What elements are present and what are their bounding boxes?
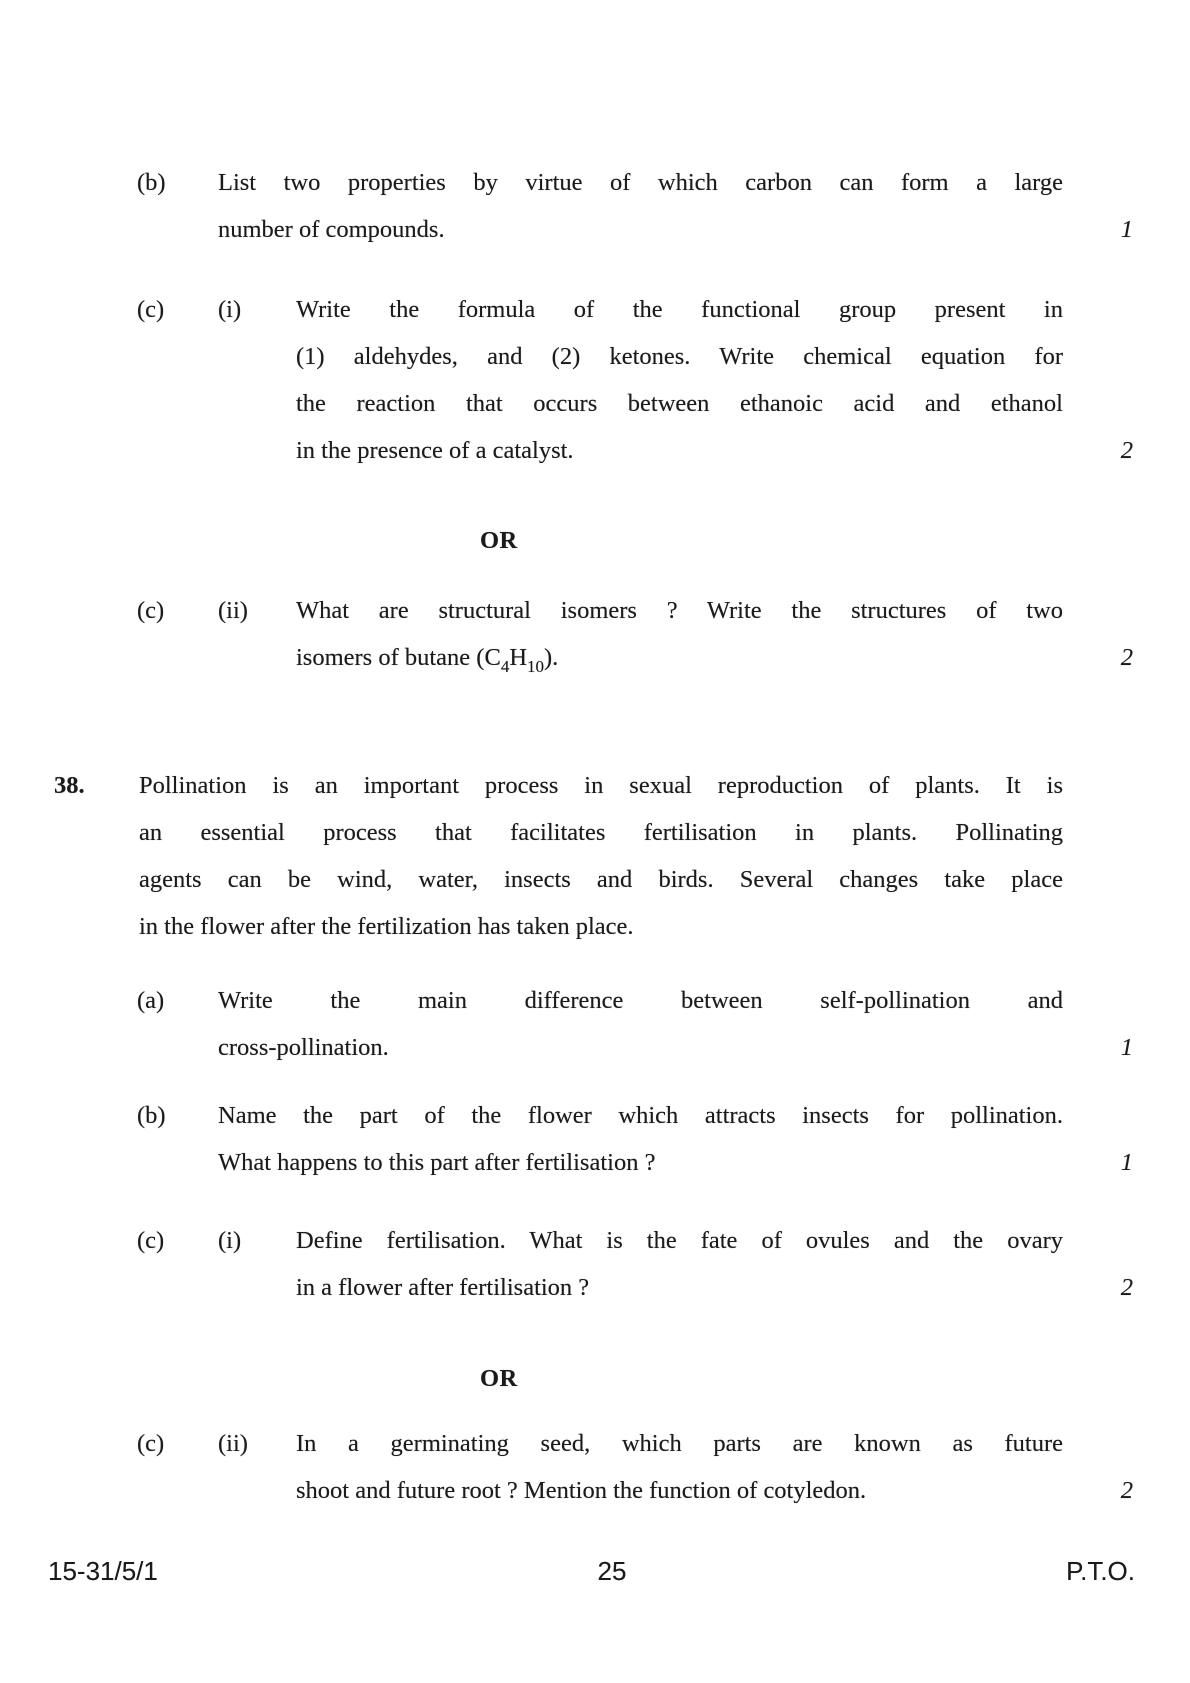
question-38c-i-text — [296, 1217, 1063, 1311]
text-line: Define fertilisation. What is the fate of ovules and the ovary — [296, 1227, 1063, 1254]
subpart-label-ii: (ii) — [218, 1430, 248, 1457]
marks-value: 2 — [1120, 644, 1133, 671]
marks-value: 2 — [1120, 437, 1133, 464]
question-number: 38. — [54, 772, 85, 799]
question-37c-i-text — [296, 286, 1063, 474]
text-line: What happens to this part after fertilisation ? — [218, 1149, 656, 1176]
question-37c-ii-row — [137, 587, 1133, 681]
formula-subscript-4: 4 — [500, 657, 510, 676]
part-label-b: (b) — [137, 169, 166, 196]
text-line: Write the main difference between self-pollination and — [218, 987, 1063, 1014]
part-label-c: (c) — [137, 1227, 165, 1254]
part-label-a: (a) — [137, 987, 165, 1014]
marks-value: 1 — [1120, 216, 1133, 243]
text-line: In a germinating seed, which parts are known as future — [296, 1430, 1063, 1457]
part-label-b: (b) — [137, 1102, 166, 1129]
or-divider: OR — [480, 1365, 518, 1392]
question-37b-row — [137, 159, 1133, 253]
subpart-label-i: (i) — [218, 296, 242, 323]
text-line: Name the part of the flower which attracts insects for pollination. — [218, 1102, 1063, 1129]
question-38-intro-row — [54, 762, 1133, 950]
marks-value: 2 — [1120, 1274, 1133, 1301]
paper-code: 15-31/5/1 — [48, 1556, 158, 1586]
text-line: in the presence of a catalyst. — [296, 437, 574, 464]
text-line: an essential process that facilitates fertilisation in plants. Pollinating — [139, 819, 1063, 846]
formula-subscript-10: 10 — [527, 657, 545, 676]
question-37b-text — [218, 159, 1063, 253]
part-label-c: (c) — [137, 296, 165, 323]
text-line: Pollination is an important process in sexual reproduction of plants. It is — [139, 772, 1063, 799]
text-line: cross-pollination. — [218, 1034, 389, 1061]
text-line: number of compounds. — [218, 216, 445, 243]
question-38b-row — [137, 1092, 1133, 1186]
marks-value: 2 — [1120, 1477, 1133, 1504]
part-label-c: (c) — [137, 1430, 165, 1457]
text-line: List two properties by virtue of which carbon can form a large — [218, 169, 1063, 196]
question-38b-text — [218, 1092, 1063, 1186]
page-footer — [0, 1556, 1190, 1587]
or-divider: OR — [480, 527, 518, 554]
formula-mid: H — [509, 644, 528, 671]
text-line: the reaction that occurs between ethanoic acid and ethanol — [296, 390, 1063, 417]
part-label-c: (c) — [137, 597, 165, 624]
butane-formula-line — [296, 634, 1063, 681]
question-38c-ii-row — [137, 1420, 1133, 1514]
marks-value: 1 — [1120, 1034, 1133, 1061]
text-line: in a flower after fertilisation ? — [296, 1274, 590, 1301]
text-line: in the flower after the fertilization has taken place. — [139, 913, 634, 940]
question-38a-text — [218, 977, 1063, 1071]
question-38-intro-text — [139, 762, 1063, 950]
page-number: 25 — [597, 1556, 627, 1586]
question-38c-i-row — [137, 1217, 1133, 1311]
text-line: Write the formula of the functional group present in — [296, 296, 1063, 323]
question-38c-ii-text — [296, 1420, 1063, 1514]
formula-prefix: isomers of butane (C — [296, 644, 501, 671]
question-37c-ii-lines — [296, 587, 1063, 634]
text-line: agents can be wind, water, insects and birds. Several changes take place — [139, 866, 1063, 893]
text-line: shoot and future root ? Mention the function of cotyledon. — [296, 1477, 867, 1504]
subpart-label-i: (i) — [218, 1227, 242, 1254]
page-content — [54, 159, 1133, 1514]
formula-suffix: ). — [544, 644, 559, 671]
pto-label: P.T.O. — [1066, 1556, 1135, 1586]
question-37c-ii-text — [296, 587, 1063, 681]
subpart-label-ii: (ii) — [218, 597, 248, 624]
question-38a-row — [137, 977, 1133, 1071]
question-37c-i-row — [137, 286, 1133, 474]
text-line: (1) aldehydes, and (2) ketones. Write chemical equation for — [296, 343, 1063, 370]
marks-value: 1 — [1120, 1149, 1133, 1176]
text-line: What are structural isomers ? Write the structures of two — [296, 597, 1063, 624]
